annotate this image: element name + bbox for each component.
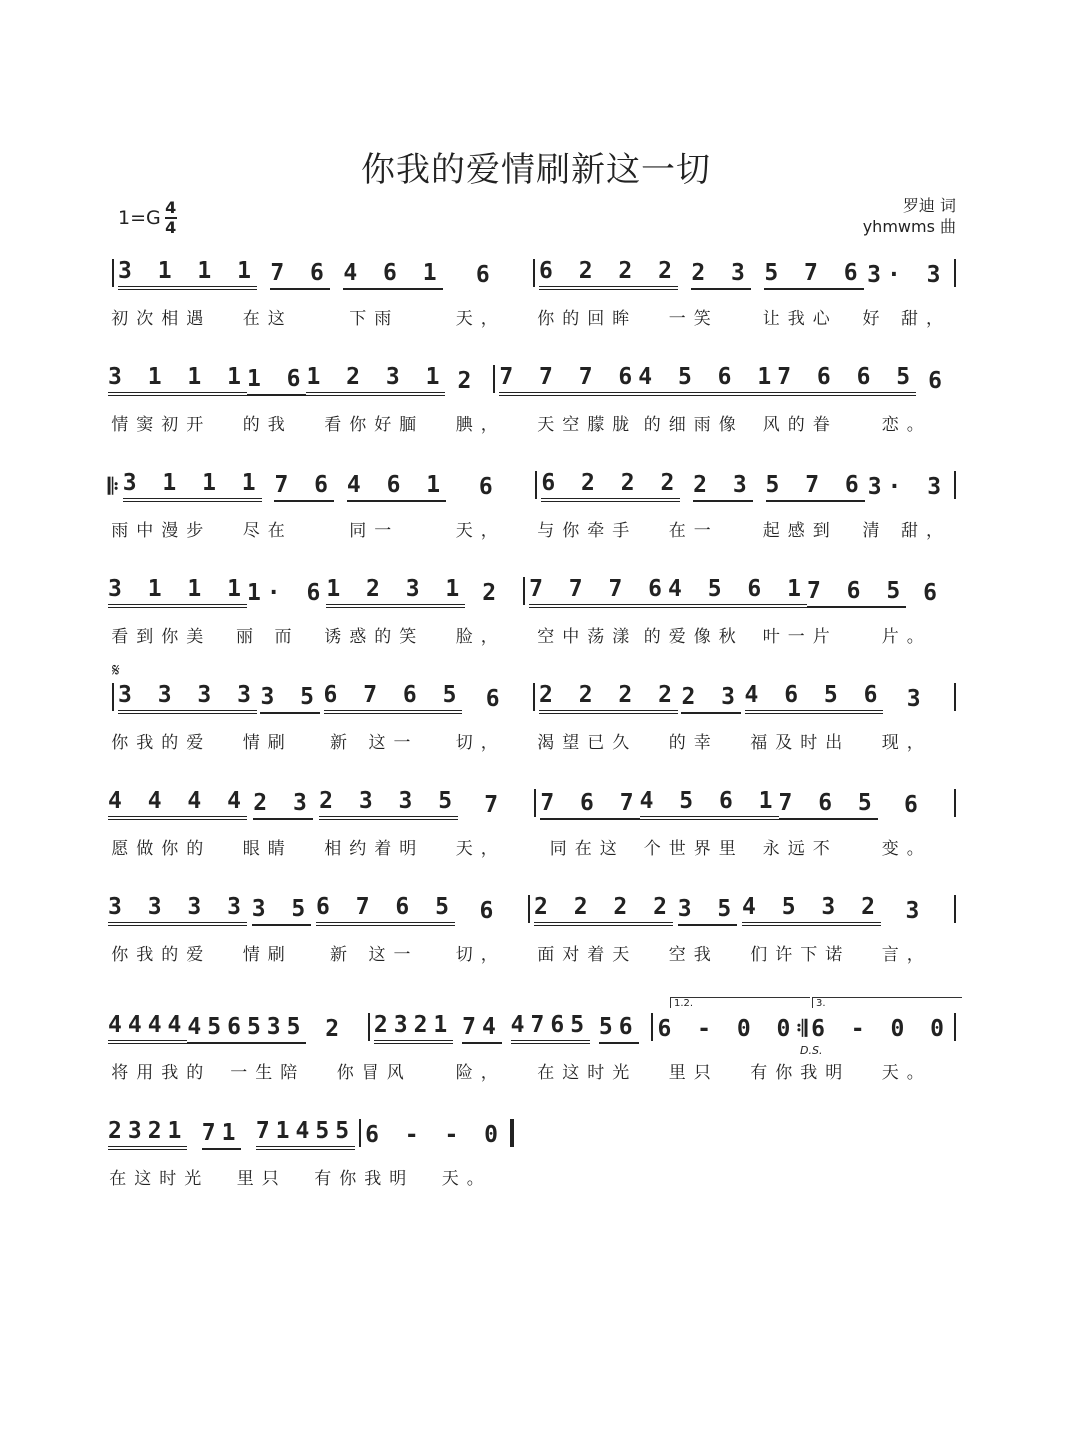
- note-group: 2 2 2 2: [539, 682, 678, 714]
- barline: [533, 259, 535, 287]
- note-group: 7 7 7 6: [499, 364, 638, 396]
- lyric-text: 里只: [236, 1168, 287, 1189]
- lyric-text: 福及时出: [750, 732, 851, 753]
- score-system: [108, 256, 960, 336]
- segno-sign: 𝄋: [112, 660, 120, 681]
- lyric-text: 新 这一: [330, 944, 419, 965]
- lyricist-credit: 罗迪 词: [902, 196, 956, 215]
- lyric-text: 里只: [668, 1062, 719, 1083]
- score-system: [108, 1010, 960, 1090]
- note-group: 2 3: [693, 472, 753, 502]
- lyric-text: 们许下诺: [750, 944, 851, 965]
- lyric-text: 丽 而: [236, 626, 300, 647]
- lyric-text: 诱惑的笑: [324, 626, 425, 647]
- note-group: 4 4 4 4: [108, 788, 247, 820]
- lyric-text: 片。: [881, 626, 932, 647]
- barline: [368, 1013, 370, 1041]
- lyric-text: 风的眷: [762, 414, 838, 435]
- note-group: 2: [482, 580, 503, 606]
- lyric-text: 与你牵手: [537, 520, 638, 541]
- lyric-text: 的我: [242, 414, 293, 435]
- lyric-text: 让我心: [762, 308, 838, 329]
- lyric-text: 相约着明: [324, 838, 425, 859]
- note-group: 1· 6: [246, 580, 327, 606]
- ds-marking: D.S.: [800, 1044, 823, 1057]
- lyric-text: 尽在: [242, 520, 293, 541]
- note-group: 5 7 6: [766, 472, 865, 502]
- note-group: 3 5: [260, 684, 320, 714]
- lyric-text: 空中荡漾: [537, 626, 638, 647]
- lyric-text: 同在这: [549, 838, 625, 859]
- lyric-text: 情刷: [242, 732, 293, 753]
- lyric-text: 空我: [668, 944, 719, 965]
- lyric-text: 个世界里: [643, 838, 744, 859]
- lyric-text: 险，: [455, 1062, 506, 1083]
- barline: [533, 683, 535, 711]
- note-group: 7 6 5: [807, 578, 906, 608]
- score-system: [108, 892, 960, 972]
- note-group: 4 5 6 1: [638, 364, 777, 396]
- note-group: 535: [247, 1014, 307, 1044]
- lyrics-row: [108, 728, 960, 752]
- barline: [534, 789, 536, 817]
- note-group: 3 1 1 1: [123, 470, 262, 502]
- lyrics-row: [108, 1058, 960, 1082]
- note-group: 6 2 2 2: [541, 470, 680, 502]
- score-system: [108, 574, 960, 654]
- lyric-text: 有你我明: [314, 1168, 415, 1189]
- lyrics-row: [108, 410, 960, 434]
- notes-row: [108, 574, 960, 608]
- notes-row: [108, 1116, 518, 1150]
- note-group: 3 5: [252, 896, 312, 926]
- notes-row: [108, 786, 960, 820]
- lyric-text: 有你我明: [750, 1062, 851, 1083]
- lyric-text: 在这时光: [537, 1062, 638, 1083]
- note-group: 6: [485, 686, 506, 712]
- note-group: 2321: [108, 1118, 187, 1150]
- note-group: 4 6 1: [343, 260, 442, 290]
- repeat-end: 𝄇: [796, 1017, 808, 1042]
- notes-row: [108, 680, 960, 714]
- barline: [954, 789, 956, 817]
- barline: [651, 1013, 653, 1041]
- note-group: 2: [325, 1016, 346, 1042]
- note-group: 6 7 6 5: [324, 682, 463, 714]
- volta-bracket-2: 3.: [812, 997, 962, 1008]
- barline: [954, 471, 956, 499]
- lyric-text: 清 甜，: [862, 520, 951, 541]
- barline: [493, 365, 495, 393]
- lyric-text: 初次相遇: [111, 308, 212, 329]
- note-group: 3 5: [678, 896, 738, 926]
- note-group: 2 3: [691, 260, 751, 290]
- lyrics-row: [108, 304, 960, 328]
- lyric-text: 天，: [455, 838, 506, 859]
- lyric-text: 看到你美: [111, 626, 212, 647]
- note-group: 3 1 1 1: [118, 258, 257, 290]
- barline: [954, 683, 956, 711]
- lyric-text: 看你好腼: [324, 414, 425, 435]
- lyric-text: 言，: [881, 944, 932, 965]
- lyric-text: 恋。: [881, 414, 932, 435]
- volta-bracket-1: 1.2.: [670, 997, 810, 1008]
- note-group: 4 6 5 6: [745, 682, 884, 714]
- lyric-text: 愿做你的: [111, 838, 212, 859]
- notes-row: [108, 256, 960, 290]
- barline: [112, 683, 114, 711]
- barline: [508, 1119, 514, 1147]
- lyric-text: 你我的爱: [111, 732, 212, 753]
- note-group: 6: [478, 474, 499, 500]
- barline: [954, 259, 956, 287]
- key-label: 1=G: [118, 207, 161, 229]
- lyrics-row: [108, 622, 960, 646]
- lyric-text: 起感到: [762, 520, 838, 541]
- lyrics-row: [108, 1164, 518, 1188]
- note-group: 6: [928, 368, 948, 394]
- note-group: 2321: [374, 1012, 453, 1044]
- note-group: 4 5 6 1: [668, 576, 807, 608]
- note-group: 6 7 6 5: [316, 894, 455, 926]
- note-group: 4765: [511, 1012, 590, 1044]
- barline: [535, 471, 537, 499]
- note-group: 71455: [256, 1118, 355, 1150]
- score-system: [108, 1116, 518, 1196]
- note-group: 6 - - 0: [365, 1122, 504, 1148]
- lyric-text: 渴望已久: [537, 732, 638, 753]
- note-group: 2 2 2 2: [534, 894, 673, 926]
- note-group: 1 2 3 1: [326, 576, 465, 608]
- score-system: [108, 362, 960, 442]
- lyric-text: 在这时光: [109, 1168, 210, 1189]
- note-group: 3 3 3 3: [108, 894, 247, 926]
- lyric-text: 雨中漫步: [111, 520, 212, 541]
- note-group: 3: [905, 898, 926, 924]
- note-group: 1 6: [247, 366, 307, 396]
- lyric-text: 在一: [668, 520, 719, 541]
- note-group: 6 - 0 0: [811, 1016, 951, 1042]
- barline: [523, 577, 525, 605]
- note-group: 3: [906, 686, 927, 712]
- score-system: [108, 468, 960, 548]
- note-group: 3· 3: [867, 474, 948, 500]
- composer-credit: yhmwms 曲: [862, 217, 956, 236]
- note-group: 2 3 3 5: [319, 788, 458, 820]
- note-group: 2: [457, 368, 478, 394]
- time-numerator: 4: [165, 198, 177, 217]
- note-group: 2 3: [681, 684, 741, 714]
- lyric-text: 在这: [242, 308, 293, 329]
- note-group: 6: [923, 580, 944, 606]
- lyric-text: 一生陪: [230, 1062, 306, 1083]
- barline: [359, 1119, 361, 1147]
- notes-row: [108, 468, 960, 502]
- score-system: [108, 680, 960, 760]
- note-group: 3· 3: [867, 262, 947, 288]
- score-system: [108, 786, 960, 866]
- notes-row: [108, 362, 960, 396]
- barline: [954, 1013, 956, 1041]
- lyric-text: 叶一片: [762, 626, 838, 647]
- note-group: 6 - 0 0: [657, 1016, 797, 1042]
- lyrics-row: [108, 516, 960, 540]
- lyric-text: 情窦初开: [111, 414, 212, 435]
- lyric-text: 的爱像秋: [643, 626, 744, 647]
- note-group: 3 3 3 3: [118, 682, 257, 714]
- key-signature: [118, 200, 177, 236]
- note-group: 7: [484, 792, 505, 818]
- lyric-text: 切，: [455, 732, 506, 753]
- lyric-text: 天。: [441, 1168, 492, 1189]
- lyric-text: 脸，: [455, 626, 506, 647]
- note-group: 7 6: [274, 472, 334, 502]
- note-group: 6: [479, 898, 500, 924]
- lyric-text: 天。: [881, 1062, 932, 1083]
- note-group: 4 5 3 2: [742, 894, 881, 926]
- lyric-text: 变。: [881, 838, 932, 859]
- note-group: 7 6 5: [779, 790, 878, 820]
- note-group: 7 7 7 6: [529, 576, 668, 608]
- page-title: 你我的爱情刷新这一切: [361, 150, 711, 190]
- note-group: 4 5 6 1: [640, 788, 779, 820]
- note-group: 7 6: [270, 260, 330, 290]
- lyric-text: 新 这一: [330, 732, 419, 753]
- lyric-text: 天，: [455, 520, 506, 541]
- note-group: 4 6 1: [347, 472, 446, 502]
- note-group: 6 2 2 2: [539, 258, 678, 290]
- lyric-text: 你冒风: [336, 1062, 412, 1083]
- note-group: 56: [599, 1014, 639, 1044]
- note-group: 7 6 7: [540, 790, 639, 820]
- lyric-text: 将用我的: [111, 1062, 212, 1083]
- lyric-text: 天，: [455, 308, 506, 329]
- time-signature: [165, 200, 177, 236]
- note-group: 5 7 6: [764, 260, 863, 290]
- barline: [954, 895, 956, 923]
- lyric-text: 好 甜，: [862, 308, 951, 329]
- note-group: 6: [475, 262, 496, 288]
- repeat-start: 𝄆: [108, 475, 119, 500]
- lyric-text: 天空朦胧: [537, 414, 638, 435]
- note-group: 3 1 1 1: [108, 576, 247, 608]
- note-group: 1 2 3 1: [306, 364, 445, 396]
- lyric-text: 的幸: [668, 732, 719, 753]
- note-group: 456: [187, 1014, 247, 1044]
- lyrics-row: [108, 940, 960, 964]
- note-group: 4444: [108, 1012, 187, 1044]
- note-group: 71: [202, 1120, 242, 1150]
- lyric-text: 一笑: [668, 308, 719, 329]
- barline: [112, 259, 114, 287]
- note-group: 3 1 1 1: [108, 364, 247, 396]
- lyric-text: 永远不: [762, 838, 838, 859]
- lyric-text: 腆，: [455, 414, 506, 435]
- lyric-text: 情刷: [242, 944, 293, 965]
- barline: [528, 895, 530, 923]
- lyric-text: 你的回眸: [537, 308, 638, 329]
- note-group: 2 3: [253, 790, 313, 820]
- lyric-text: 下雨: [349, 308, 400, 329]
- notes-row: [108, 1010, 960, 1044]
- lyric-text: 的细雨像: [643, 414, 744, 435]
- lyrics-row: [108, 834, 960, 858]
- lyric-text: 眼睛: [242, 838, 293, 859]
- lyric-text: 切，: [455, 944, 506, 965]
- lyric-text: 你我的爱: [111, 944, 212, 965]
- note-group: 7 6 6 5: [777, 364, 916, 396]
- lyric-text: 现，: [881, 732, 932, 753]
- time-denominator: 4: [165, 218, 177, 237]
- note-group: 74: [462, 1014, 502, 1044]
- lyric-text: 面对着天: [537, 944, 638, 965]
- lyric-text: 同一: [349, 520, 400, 541]
- notes-row: [108, 892, 960, 926]
- note-group: 6: [903, 792, 924, 818]
